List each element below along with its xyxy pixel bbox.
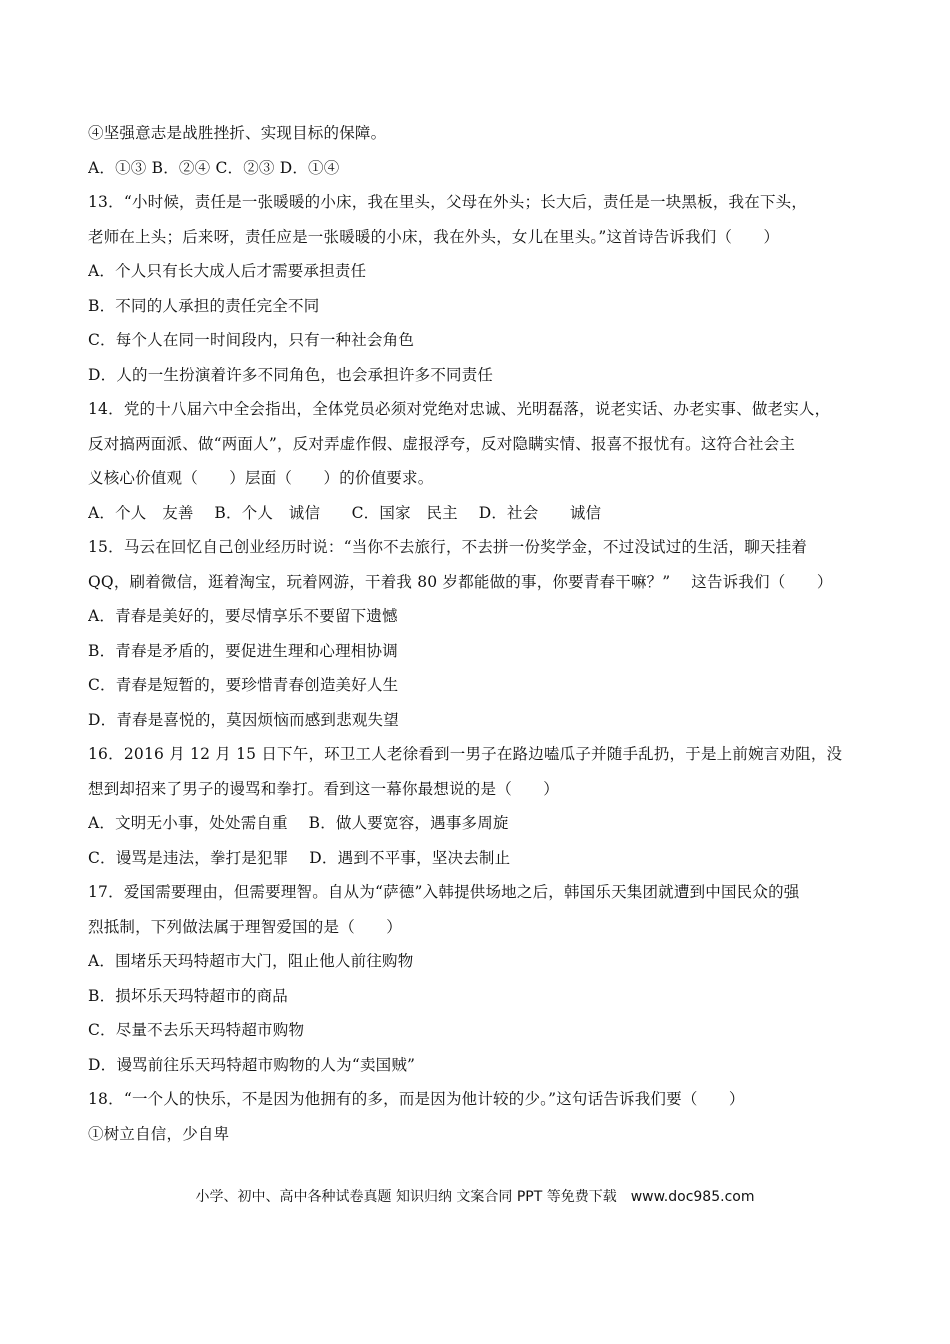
text-line: 15．马云在回忆自己创业经历时说：“当你不去旅行，不去拼一份奖学金，不过没试过的生活，聊天挂着 <box>88 538 808 556</box>
text-line: B．不同的人承担的责任完全不同 <box>88 296 320 315</box>
text-line: 老师在上头；后来呀，责任应是一张暖暖的小床，我在外头，女儿在里头。”这首诗告诉我们（ ） <box>88 227 780 246</box>
page-footer: 小学、初中、高中各种试卷真题 知识归纳 文案合同 PPT 等免费下载 www.doc985.com <box>195 1189 755 1205</box>
text-line: 14．党的十八届六中全会指出，全体党员必须对党绝对忠诚、光明磊落，说老实话、办老实事、做老实人， <box>88 400 831 418</box>
text-line: B．青春是矛盾的，要促进生理和心理相协调 <box>88 641 398 660</box>
text-line: 想到却招来了男子的谩骂和拳打。看到这一幕你最想说的是（ ） <box>88 779 560 798</box>
text-line: A．个人只有长大成人后才需要承担责任 <box>88 262 367 280</box>
text-line: A．青春是美好的，要尽情享乐不要留下遗憾 <box>88 607 398 625</box>
text-line: C．谩骂是违法，拳打是犯罪 D．遇到不平事，坚决去制止 <box>88 848 511 867</box>
text-line: 13．“小时候，责任是一张暖暖的小床，我在里头，父母在外头；长大后，责任是一块黑板，我在下头， <box>88 193 808 211</box>
text-line: A．①③ B．②④ C．②③ D．①④ <box>88 158 340 177</box>
text-line: A．围堵乐天玛特超市大门，阻止他人前往购物 <box>88 952 414 970</box>
text-line: ④坚强意志是战胜挫折、实现目标的保障。 <box>88 124 387 142</box>
text-line: 反对搞两面派、做“两面人”，反对弄虚作假、虚报浮夸，反对隐瞒实情、报喜不报忧有。这符合社会主 <box>88 434 796 453</box>
text-line: 17．爱国需要理由，但需要理智。自从为“萨德”入韩提供场地之后，韩国乐天集团就遭到中国民众的强 <box>88 883 800 901</box>
text-line: D．人的一生扮演着许多不同角色，也会承担许多不同责任 <box>88 365 494 384</box>
text-line: 16．2016 月 12 月 15 日下午，环卫工人老徐看到一男子在路边嗑瓜子并随手乱扔，于是上前婉言劝阻，没 <box>88 745 843 763</box>
text-line: 烈抵制，下列做法属于理智爱国的是（ ） <box>88 917 403 936</box>
text-line: C．青春是短暂的，要珍惜青春创造美好人生 <box>88 676 399 694</box>
text-line: 义核心价值观（ ）层面（ ）的价值要求。 <box>88 469 434 487</box>
text-line: C．每个人在同一时间段内，只有一种社会角色 <box>88 331 415 349</box>
text-line: C．尽量不去乐天玛特超市购物 <box>88 1021 305 1039</box>
text-line: ①树立自信，少自卑 <box>88 1124 230 1143</box>
text-line: 18．“一个人的快乐，不是因为他拥有的多，而是因为他计较的少。”这句话告诉我们要（ ） <box>88 1090 745 1108</box>
text-line: A．个人 友善 B．个人 诚信 C．国家 民主 D．社会 诚信 <box>88 503 602 522</box>
question-text <box>88 116 868 1151</box>
text-line: B．损坏乐天玛特超市的商品 <box>88 986 288 1005</box>
text-line: D．谩骂前往乐天玛特超市购物的人为“卖国贼” <box>88 1055 416 1074</box>
text-line: D．青春是喜悦的，莫因烦恼而感到悲观失望 <box>88 710 399 729</box>
text-line: QQ，刷着微信，逛着淘宝，玩着网游，干着我 80 岁都能做的事，你要青春干嘛？” 这告诉我们（ ） <box>88 572 833 591</box>
text-line: A．文明无小事，处处需自重 B．做人要宽容，遇事多周旋 <box>88 814 509 832</box>
